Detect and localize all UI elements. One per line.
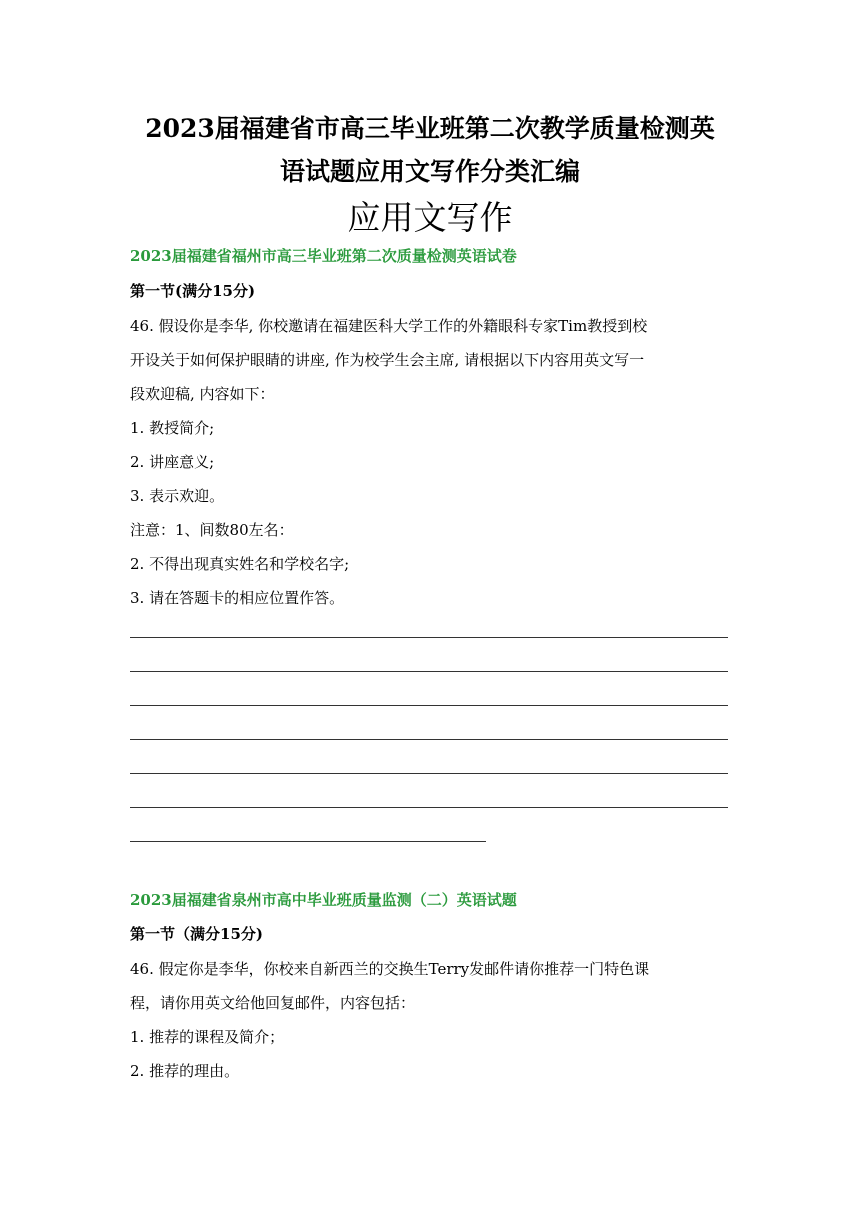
section1-note-1: 注意：1、间数80左名： [130, 521, 294, 539]
section2-part: 第一节（满分15分) [130, 925, 263, 943]
answer-line [130, 739, 728, 740]
answer-line [130, 841, 486, 842]
section2-source: 2023届福建省泉州市高中毕业班质量监测（二）英语试题 [130, 891, 517, 909]
answer-line [130, 705, 728, 706]
section2-item-1: 1. 推荐的课程及简介； [130, 1028, 285, 1046]
section1-item-3: 3. 表示欢迎。 [130, 487, 225, 505]
section-heading: 应用文写作 [347, 198, 513, 237]
section1-item-1: 1. 教授简介; [130, 419, 215, 437]
section1-note-3: 3. 请在答题卡的相应位置作答。 [130, 589, 345, 607]
section1-prompt-line-3: 段欢迎稿, 内容如下： [130, 385, 275, 403]
answer-line [130, 773, 728, 774]
section2-prompt-line-1: 46. 假定你是李华，你校来自新西兰的交换生Terry发邮件请你推荐一门特色课 [130, 960, 650, 978]
document-title-line-2: 语试题应用文写作分类汇编 [279, 157, 580, 186]
answer-line [130, 637, 728, 638]
section1-note-2: 2. 不得出现真实姓名和学校名字; [130, 555, 350, 573]
section1-source: 2023届福建省福州市高三毕业班第二次质量检测英语试卷 [130, 247, 517, 265]
section2-item-2: 2. 推荐的理由。 [130, 1062, 240, 1080]
section1-item-2: 2. 讲座意义; [130, 453, 215, 471]
section2-prompt-line-2: 程，请你用英文给他回复邮件，内容包括： [130, 994, 416, 1012]
answer-line [130, 671, 728, 672]
section1-prompt-line-2: 开设关于如何保护眼睛的讲座, 作为校学生会主席, 请根据以下内容用英文写一 [130, 351, 645, 369]
answer-line [130, 807, 728, 808]
section1-part: 第一节(满分15分) [130, 282, 256, 300]
section1-prompt-line-1: 46. 假设你是李华, 你校邀请在福建医科大学工作的外籍眼科专家Tim教授到校 [130, 317, 648, 335]
document-title-line-1: 2023届福建省市高三毕业班第二次教学质量检测英 [145, 114, 715, 143]
